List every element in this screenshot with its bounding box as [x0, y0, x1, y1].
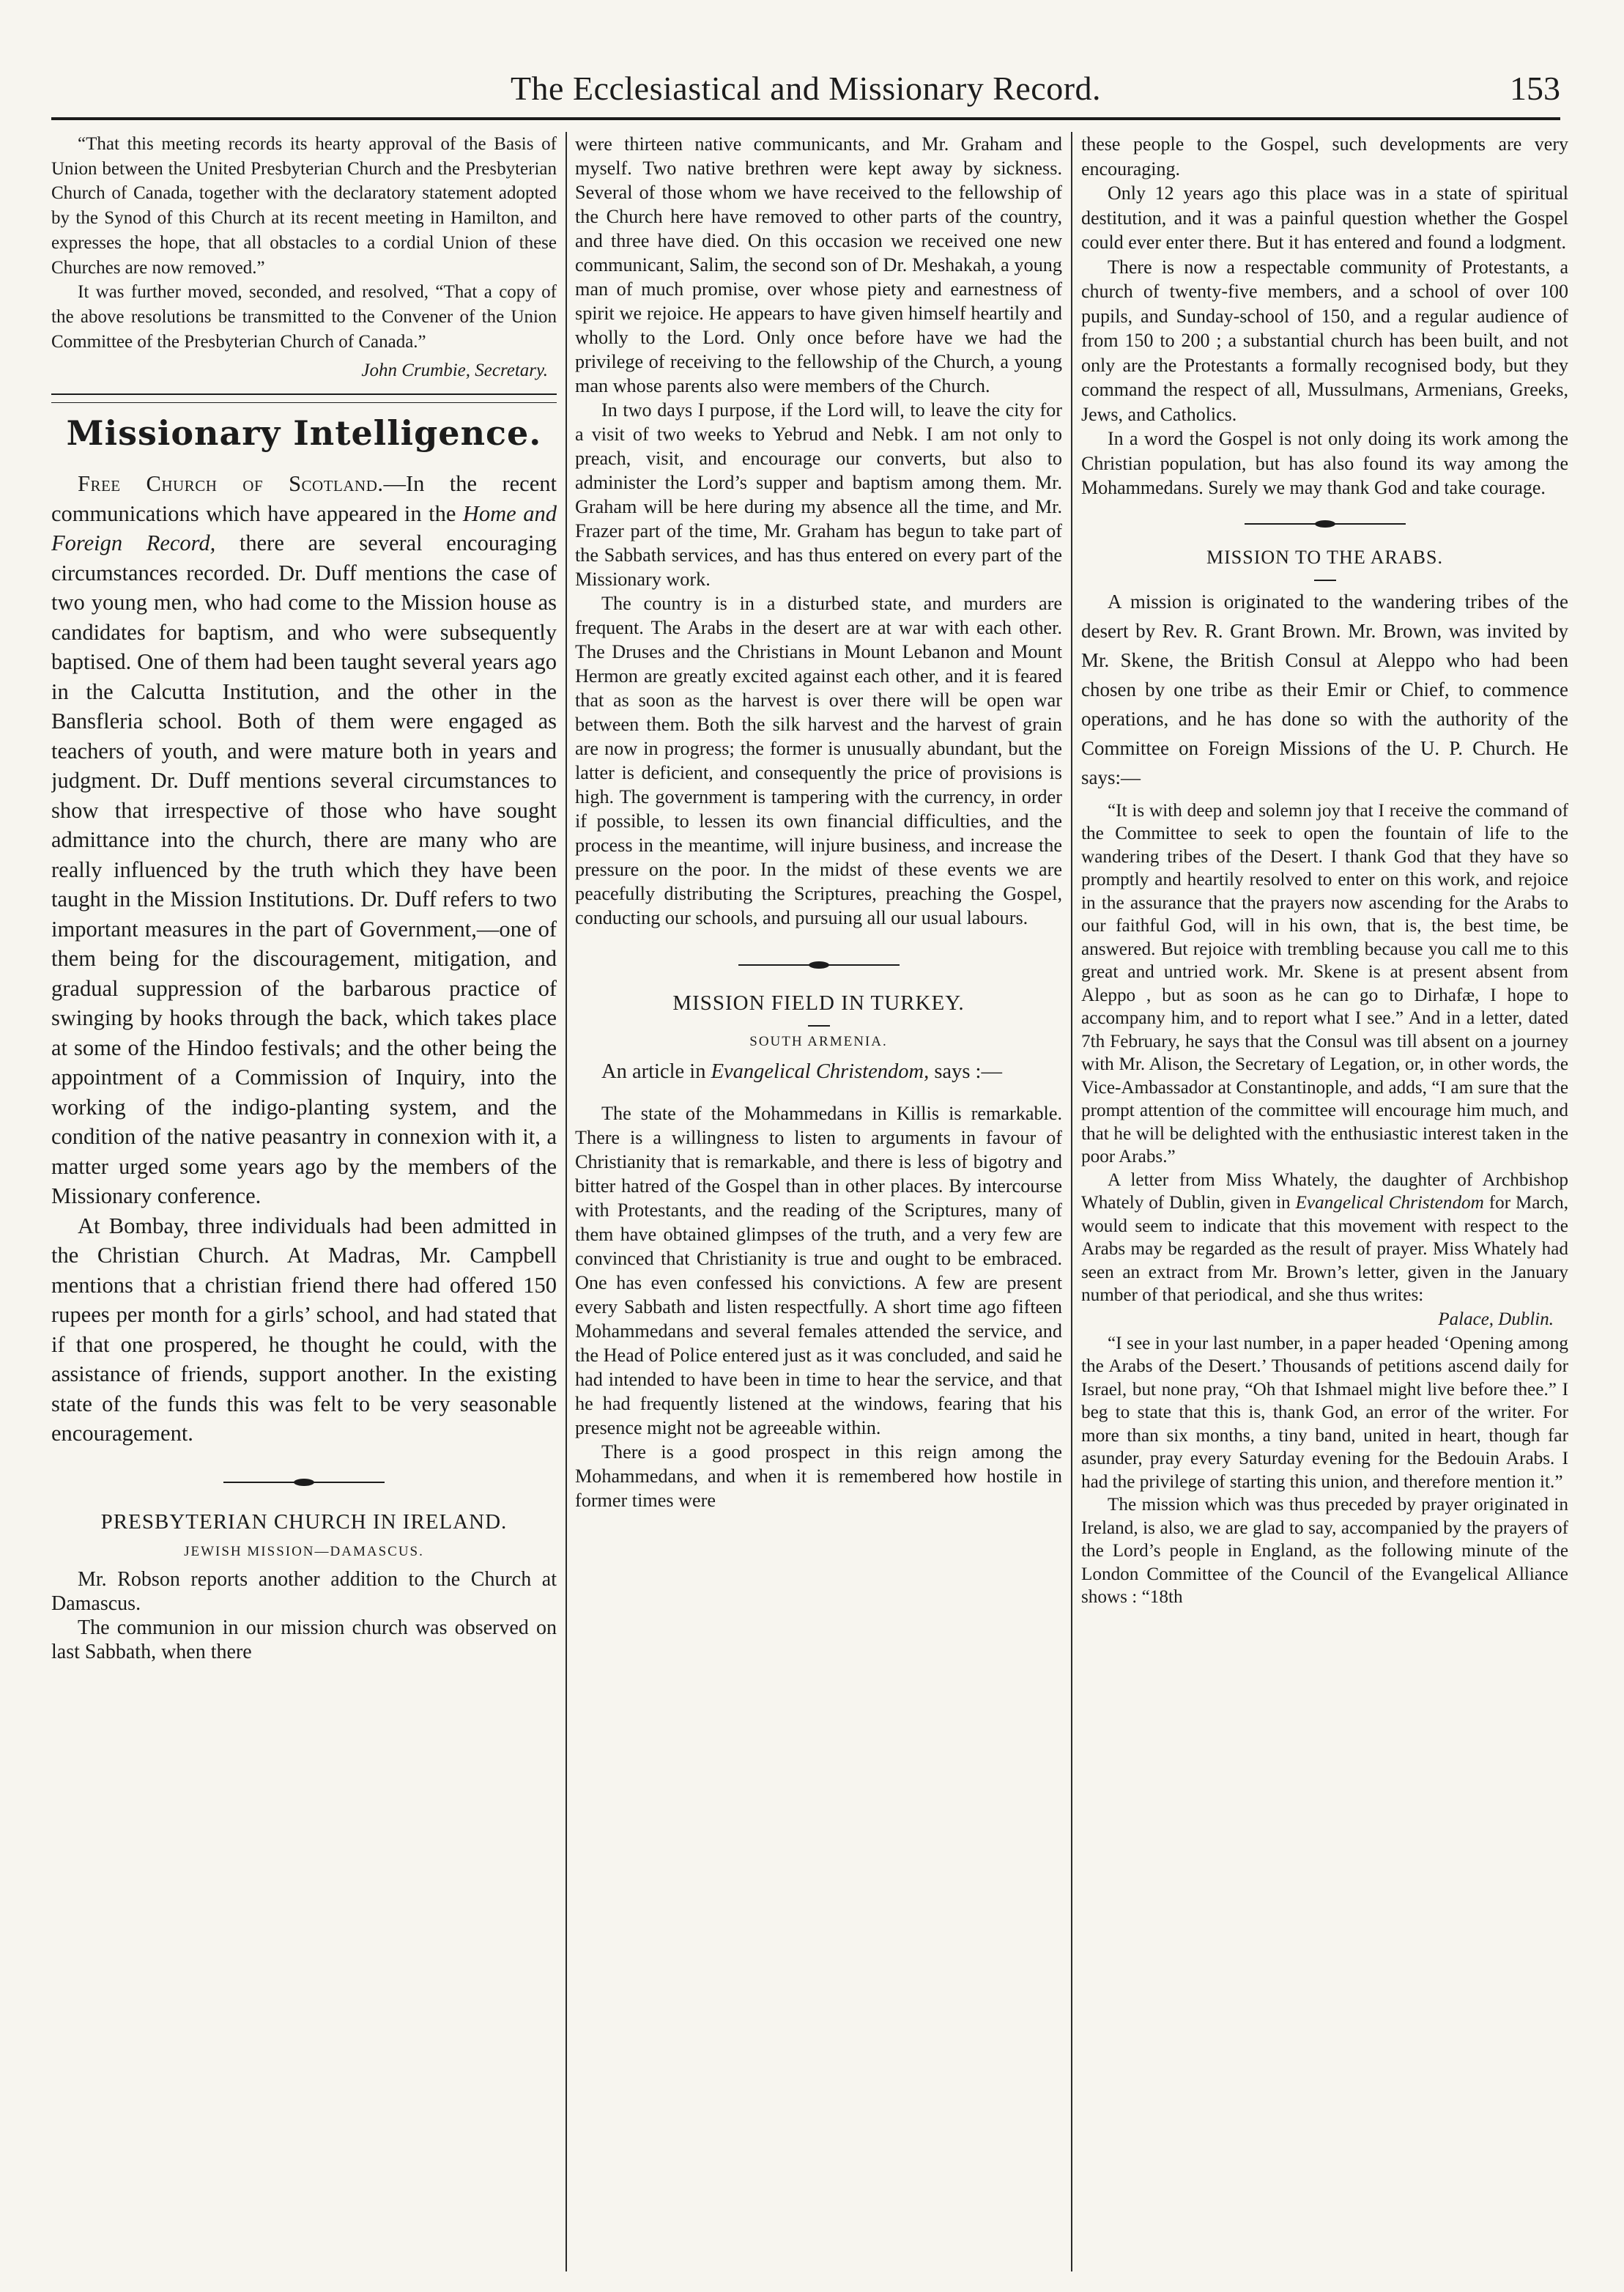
- arabs-heading: MISSION TO THE ARABS.: [1206, 546, 1443, 568]
- south-armenia-subhead: SOUTH ARMENIA.: [749, 1034, 888, 1049]
- free-church-label: Free Church of Scotland.: [78, 471, 384, 497]
- brown-quote: “It is with deep and solemn joy that I receive the command of the Committee to seek to open the fountain of life to the wandering tribes of the Desert. I thank God that they have so promptly and heartily resolved to enter on this work, and rejoice in the assurance that the prayers now ascending for the Arabs to our faithful God, will in his own, that is, the best time, be answered. But rejoice with trembling because you call me to this great and untried work. Mr. Skene is at present absent from Aleppo , but as soon as he can go to Dirhafæ, I hope to accompany him, and to report what I see.” And in a letter, dated 7th February, he says that the Consul was till absent on a journey with Mr. Alison, the Secretary of Legation, or, in other words, the Vice-Ambassador at Constantinople, and adds, “I am sure that the prompt attention of the committee will encourage him much, and that he will be delighted with the enthusiastic interest taken in the poor Arabs.”: [1081, 800, 1568, 1167]
- gospel-work-paragraph: In a word the Gospel is not only doing its work among the Christian population, but has also found its way among the Mohammedans. Surely we may thank God and take courage.: [1081, 428, 1568, 498]
- page-header: [51, 66, 1560, 120]
- jewish-mission-subhead: JEWISH MISSION—DAMASCUS.: [184, 1543, 424, 1559]
- community-paragraph: There is now a respectable community of Protestants, a church of twenty-five members, and a school of over 100 pupils, and Sunday-school of 150, and a regular audience of from 150 to 200 ; a substantial church has been built, and not only are the Protestants a formally recognised body, but they command the respect of all, Mussulmans, Armenians, Greeks, Jews, and Catholics.: [1081, 256, 1568, 425]
- robson-paragraph: Mr. Robson reports another addition to the Church at Damascus.: [51, 1567, 557, 1615]
- page-number: 153: [1510, 70, 1560, 107]
- ornamental-rule: [738, 961, 900, 969]
- journey-paragraph: In two days I purpose, if the Lord will, to leave the city for a visit of two weeks to Yebrud and Nebk. I am not only to preach, visit, and encourage our converts, but also to administer the Lord’s supper and baptism among them. Mr. Graham will be here during my absence all the time, and Mr. Frazer part of the time, Mr. Graham has begun to take part of the Sabbath services, and has thus entered on every part of the Missionary work.: [575, 399, 1062, 590]
- column-rule-right: [1071, 132, 1072, 2271]
- ornamental-rule: [223, 1478, 385, 1487]
- bombay-paragraph: At Bombay, three individuals had been admitted in the Christian Church. At Madras, Mr. Campbell mentions that a christian friend there had offered 150 rupees per month for a girls’ school, and had stated that if that one prospered, he thought he could, with the assistance of friends, support another. In the existing state of the funds this was felt to be very seasonable encouragement.: [51, 1213, 557, 1446]
- ornamental-rule: [1245, 520, 1406, 528]
- turkey-heading: MISSION FIELD IN TURKEY.: [672, 991, 965, 1015]
- resolution-paragraph: “That this meeting records its hearty approval of the Basis of Union between the United Presbyterian Church and the Presbyterian Church of Canada, together with the declaratory statement adopted by the Synod of this Church at its recent meeting in Hamilton, and expresses the hope, that all obstacles to a cordial Union of these Churches are now removed.”: [51, 134, 557, 278]
- heading-dash: [1314, 580, 1336, 581]
- whately-quote: “I see in your last number, in a paper headed ‘Opening among the Arabs of the Desert.’ Thousands of petitions ascend daily for Israel, but none pray, “Oh that Ishmael might live before thee.” I beg to state that this is, thank God, an error of the writer. For more than six months, a tiny band, united in heart, though far asunder, pray every Saturday evening for the Bedouin Arabs. I had the privilege of starting this union, and therefore mention it.”: [1081, 1333, 1568, 1492]
- developments-paragraph: these people to the Gospel, such developments are very encouraging.: [1081, 133, 1568, 180]
- secretary-signature: John Crumbie, Secretary.: [361, 361, 548, 381]
- alliance-paragraph: The mission which was thus preceded by prayer originated in Ireland, is also, we are glad to say, accompanied by the prayers of the Lord’s people in England, as the following minute of the London Committee of the Council of the Evangelical Alliance shows : “18th: [1081, 1495, 1568, 1607]
- free-church-paragraph: Free Church of Scotland.—In the recent communications which have appeared in the Home and Foreign Record, there are several encouraging circumstances recorded. Dr. Duff mentions the case of two young men, who had come to the Mission house as candidates for baptism, and who were subsequently baptised. One of them had been taught several years ago in the Calcutta Institution, and the other in the Bansfleria school. Both of them were engaged as teachers of youth, and were mature both in years and judgment. Dr. Duff mentions several circumstances to show that irrespective of those who have sought admittance into the church, there are many who are really influenced by the truth which they have been taught in the Mission Institutions. Dr. Duff refers to two important measures in the part of Government,—one of them being for the discouragement, mitigation, and gradual suppression of the barbarous practice of swinging by hooks through the back, which takes place at some of the Hindoo festivals; and the other being the appointment of a Commission of Inquiry, into the working of the indigo-planting system, and the condition of the native peasantry in connexion with it, a matter urged some years ago by the members of the Missionary conference.: [51, 471, 557, 1209]
- column-rule-left: [566, 132, 567, 2271]
- arabs-mission-paragraph: A mission is originated to the wandering tribes of the desert by Rev. R. Grant Brown. Mr. Brown, was invited by Mr. Skene, the British Consul at Aleppo who had been chosen by one tribe as their Emir or Chief, to commence operations, and he has done so with the authority of the Committee on Foreign Missions of the U. P. Church. He says:—: [1081, 590, 1568, 788]
- country-paragraph: The country is in a disturbed state, and murders are frequent. The Arabs in the desert are at war with each other. The Druses and the Christians in Mount Lebanon and Mount Hermon are greatly excited against each other, and it is feared that as soon as the harvest is over there will be open war between them. Both the silk harvest and the harvest of grain are now in progress; the former is unusually abundant, but the latter is deficient, and consequently the price of provisions is high. The government is tampering with the currency, in order if possible, to lessen its own financial difficulties, and the process in the meantime, will injure business, and increase the pressure on the poor. In the midst of these events we are peacefully distributing the Scriptures, preaching the Gospel, conducting our schools, and pursuing all our usual labours.: [575, 593, 1062, 928]
- presbyterian-heading: PRESBYTERIAN CHURCH IN IRELAND.: [100, 1509, 508, 1534]
- communion-paragraph: The communion in our mission church was observed on last Sabbath, when there: [51, 1616, 557, 1663]
- section-title: Missionary Intelligence.: [66, 413, 542, 454]
- heading-dash: [808, 1025, 830, 1027]
- dateline: Palace, Dublin.: [1438, 1309, 1554, 1329]
- column-3: [1081, 132, 1568, 2257]
- column-2: [575, 132, 1062, 2257]
- communicants-paragraph: were thirteen native communicants, and Mr. Graham and myself. Two native brethren were kept away by sickness. Several of those whom we have received to the fellowship of the Church here have removed to other parts of the country, and three have died. On this occasion we received one new communicant, Salim, the second son of Dr. Meshakah, a young man of much promise, over whose piety and earnestness of spirit we rejoice. He appears to have given himself heartily and wholly to the Lord. Only once before have we had the privilege of receiving to the fellowship of the Church, a young man whose parents also were members of the Church.: [575, 133, 1062, 396]
- whately-paragraph: A letter from Miss Whately, the daughter of Archbishop Whately of Dublin, given in Evangelical Christendom for March, would seem to indicate that this movement with respect to the Arabs may be regarded as the result of prayer. Miss Whately had seen an extract from Mr. Brown’s letter, given in the January number of that periodical, and she thus writes:: [1081, 1169, 1568, 1305]
- prospect-paragraph: There is a good prospect in this reign among the Mohammedans, and when it is remembered how hostile in former times were: [575, 1441, 1062, 1511]
- section-rule: [51, 393, 557, 403]
- article-intro: An article in Evangelical Christendom, says :—: [601, 1060, 1002, 1083]
- moved-paragraph: It was further moved, seconded, and resolved, “That a copy of the above resolutions be transmitted to the Convener of the Union Committee of the Presbyterian Church of Canada.”: [51, 282, 557, 352]
- column-1: [51, 132, 557, 2257]
- running-title: The Ecclesiastical and Missionary Record.: [510, 70, 1102, 107]
- destitution-paragraph: Only 12 years ago this place was in a state of spiritual destitution, and it was a painful question whether the Gospel could ever enter there. But it has entered and found a lodgment.: [1081, 182, 1568, 253]
- killis-paragraph: The state of the Mohammedans in Killis is remarkable. There is a willingness to listen to arguments in favour of Christianity that is remarkable, and there is less of bigotry and bitter hatred of the Gospel than in other places. By intercourse with Protestants, and the reading of the Scriptures, many of them have obtained glimpses of the truth, and a very few are convinced that Christianity is true and ought to be embraced. One has even confessed his convictions. A few are present every Sabbath and listen respectfully. A short time ago fifteen Mohammedans and several females attended the service, and the Head of Police entered just as it was concluded, and said he had intended to have been in time to hear the service, and that he had frequently listened at the windows, fearing that his presence might not be agreeable within.: [575, 1103, 1062, 1438]
